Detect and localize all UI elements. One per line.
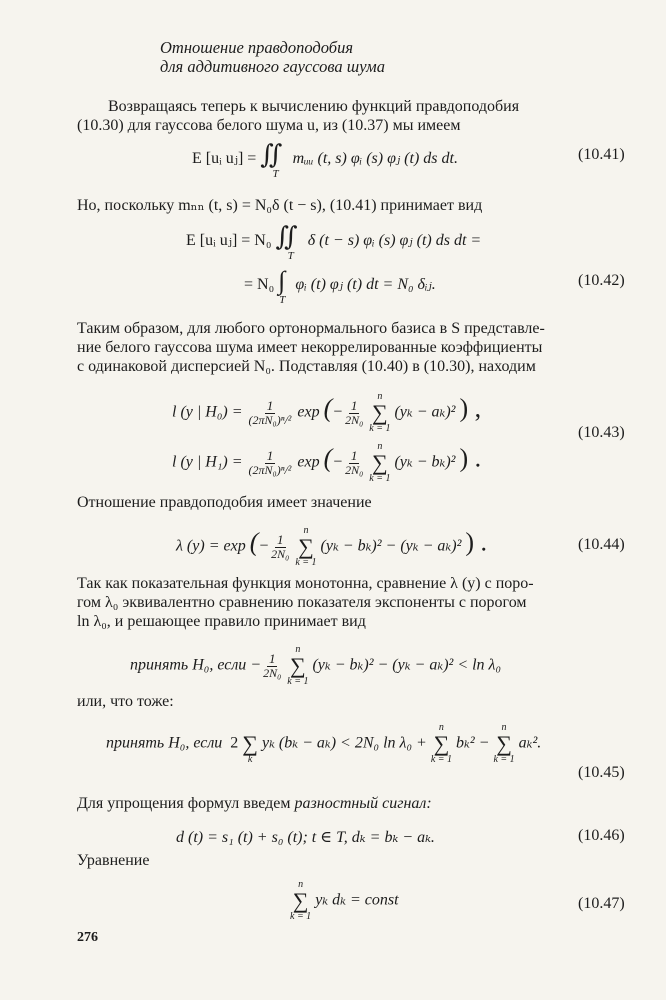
paragraph-line: (10.30) для гауссова белого шума u, из (10.37) мы имеем bbox=[77, 117, 461, 134]
fraction-num: 1 bbox=[266, 398, 274, 414]
eq-lhs: E [uᵢ uⱼ] = bbox=[192, 150, 257, 167]
sigma-icon: ∑ bbox=[242, 731, 258, 756]
sigma-icon: ∑ bbox=[290, 653, 306, 678]
fraction-num: 1 bbox=[268, 651, 276, 667]
sum-lower: k = 1 bbox=[369, 473, 391, 484]
left-paren: ( bbox=[249, 527, 259, 557]
integral-domain: T bbox=[272, 168, 279, 180]
sigma-icon: ∑ bbox=[298, 534, 314, 559]
eq-tail: ) . bbox=[459, 443, 482, 473]
eq-rhs: δ (t − s) φᵢ (s) φⱼ (t) ds dt = bbox=[307, 232, 482, 249]
paragraph-line bbox=[77, 795, 432, 813]
sum-upper: n bbox=[377, 441, 383, 452]
sum-lower: k = 1 bbox=[287, 676, 309, 687]
sum-lower: k = 1 bbox=[295, 557, 317, 568]
summation bbox=[369, 392, 390, 434]
equation-10-42a bbox=[186, 222, 482, 262]
rule-prefix: принять H₀, если bbox=[106, 734, 223, 752]
equation-10-43b: l (y | H₁) = $\frac{1}{\text{(2πN₀)ⁿ/²}}$ exp (− $\frac{1}{\text{2N₀}}$ n ∑ k = 1 (yₖ − bₖ)² ) . bbox=[172, 441, 482, 484]
sum-lower: k = 1 bbox=[369, 423, 391, 434]
fraction-num: 1 bbox=[350, 448, 358, 464]
summation bbox=[493, 723, 514, 765]
fraction bbox=[343, 399, 365, 426]
equation-10-42b bbox=[244, 266, 436, 306]
rule-body: (yₖ − bₖ)² − (yₖ − aₖ)² < ln λ₀ bbox=[312, 656, 502, 674]
sum-upper: n bbox=[377, 391, 383, 402]
sigma-icon: ∑ bbox=[433, 731, 450, 756]
summation bbox=[287, 645, 308, 687]
exp-label: exp bbox=[297, 453, 320, 471]
sum-upper: n bbox=[295, 644, 301, 655]
left-paren: ( bbox=[323, 393, 333, 423]
paragraph-line: гом λ₀ эквивалентно сравнению показателя экспоненты с порогом bbox=[77, 594, 527, 611]
eq-tail: ) . bbox=[465, 527, 488, 557]
sigma-icon: ∑ bbox=[292, 888, 309, 913]
fraction-den: (2πN₀)ⁿ/² bbox=[248, 413, 292, 428]
equation-number: (10.45) bbox=[578, 764, 625, 781]
summation bbox=[295, 526, 316, 568]
equation-number: (10.43) bbox=[578, 424, 625, 441]
eq-lhs: = N₀ bbox=[244, 276, 275, 293]
summation bbox=[242, 723, 258, 765]
sigma-icon: ∑ bbox=[496, 731, 512, 756]
equation-number: (10.44) bbox=[578, 536, 625, 553]
term-italic: разностный сигнал: bbox=[294, 795, 432, 812]
paragraph-line: Отношение правдоподобия имеет значение bbox=[77, 494, 372, 511]
exp-label: exp bbox=[297, 403, 320, 421]
integral-domain: T bbox=[287, 250, 294, 262]
paragraph-line: Уравнение bbox=[77, 852, 150, 869]
sum-upper: n bbox=[438, 722, 444, 733]
summation bbox=[369, 442, 390, 484]
sum-lower: k = 1 bbox=[493, 754, 515, 765]
fraction-den: 2N₀ bbox=[345, 463, 364, 478]
equation-number: (10.47) bbox=[578, 895, 625, 912]
fraction-den: 2N₀ bbox=[345, 413, 364, 428]
fraction bbox=[247, 449, 294, 476]
double-integral-icon: ∬ bbox=[275, 222, 298, 251]
eq-body: (yₖ − aₖ)² bbox=[394, 403, 456, 421]
rule-part: yₖ (bₖ − aₖ) < 2N₀ ln λ₀ + bbox=[261, 734, 427, 752]
equation-10-41 bbox=[192, 140, 458, 180]
fraction bbox=[269, 533, 291, 560]
fraction bbox=[261, 652, 283, 679]
eq-lhs: E [uᵢ uⱼ] = N₀ bbox=[186, 232, 272, 249]
equation-10-43a: l (y | H₀) = $\frac{1}{\text{(2πN₀)ⁿ/²}}$ exp (− $\frac{1}{\text{2N₀}}$ n ∑ k = 1 (yₖ − aₖ)² ) , bbox=[172, 391, 482, 434]
fraction-den: 2N₀ bbox=[271, 547, 290, 562]
eq-lhs: λ (y) = exp bbox=[176, 537, 246, 555]
eq-tail: ) , bbox=[459, 393, 482, 423]
integral-icon: ∫ bbox=[278, 266, 286, 295]
sum-upper: n bbox=[501, 722, 507, 733]
fraction bbox=[343, 449, 365, 476]
sigma-icon: ∑ bbox=[372, 400, 388, 425]
eq-body: (yₖ − bₖ)² − (yₖ − aₖ)² bbox=[320, 537, 462, 555]
paragraph-line: Возвращаясь теперь к вычислению функций правдоподобия bbox=[108, 98, 520, 115]
integral-domain: T bbox=[279, 294, 286, 306]
paragraph-line: или, что тоже: bbox=[77, 693, 174, 710]
rule-part: aₖ². bbox=[518, 734, 542, 752]
summation bbox=[431, 723, 452, 765]
rule-prefix: принять H₀, если bbox=[130, 656, 247, 674]
eq-lhs: l (y | H₁) = bbox=[172, 453, 243, 471]
eq-rhs: mᵤᵤ (t, s) φᵢ (s) φⱼ (t) ds dt. bbox=[292, 150, 458, 167]
equation-10-47 bbox=[290, 880, 399, 922]
paragraph-line: Так как показательная функция монотонна, сравнение λ (y) с поро- bbox=[77, 575, 534, 592]
sum-lower: k = 1 bbox=[290, 911, 312, 922]
section-heading-line2: для аддитивного гауссова шума bbox=[160, 57, 385, 76]
fraction bbox=[247, 399, 294, 426]
rule-part: bₖ² − bbox=[456, 734, 490, 752]
paragraph-line: Но, поскольку mₙₙ (t, s) = N₀δ (t − s), (10.41) принимает вид bbox=[77, 197, 483, 214]
decision-rule-2 bbox=[106, 723, 541, 765]
section-heading-line1: Отношение правдоподобия bbox=[160, 38, 354, 57]
paragraph-line: ln λ₀, и решающее правило принимает вид bbox=[77, 613, 366, 630]
fraction-den: 2N₀ bbox=[263, 666, 282, 681]
fraction-den: (2πN₀)ⁿ/² bbox=[248, 463, 292, 478]
equation-number: (10.42) bbox=[578, 272, 625, 289]
paragraph-line: Таким образом, для любого ортонормального базиса в S представле- bbox=[77, 320, 545, 337]
left-paren: ( bbox=[323, 443, 333, 473]
eq-body: yₖ dₖ = const bbox=[315, 891, 399, 909]
paragraph-text: Для упрощения формул введем bbox=[77, 795, 291, 812]
double-integral-icon: ∬ bbox=[260, 140, 283, 169]
rule-factor: 2 bbox=[230, 734, 239, 752]
eq-body: (yₖ − bₖ)² bbox=[394, 453, 456, 471]
page-number: 276 bbox=[77, 930, 98, 945]
decision-rule-1: принять H₀, если − $\frac{1}{\text{2N₀}}$ n ∑ k = 1 (yₖ − bₖ)² − (yₖ − aₖ)² < ln λ₀ bbox=[130, 644, 502, 687]
paragraph-line: с одинаковой дисперсией N₀. Подставляя (10.40) в (10.30), находим bbox=[77, 358, 536, 375]
eq-lhs: l (y | H₀) = bbox=[172, 403, 243, 421]
sum-lower: k = 1 bbox=[430, 754, 452, 765]
sigma-icon: ∑ bbox=[372, 450, 388, 475]
fraction-num: 1 bbox=[350, 398, 358, 414]
eq-rhs: φᵢ (t) φⱼ (t) dt = N₀ δᵢⱼ. bbox=[295, 276, 436, 293]
paragraph-line: ние белого гауссова шума имеет некоррелированные коэффициенты bbox=[77, 339, 543, 356]
equation-10-46: d (t) = s₁ (t) + s₀ (t); t ∈ T, dₖ = bₖ − aₖ. bbox=[176, 829, 435, 846]
equation-10-44: λ (y) = exp (− $\frac{1}{\text{2N₀}}$ n ∑ k = 1 (yₖ − bₖ)² − (yₖ − aₖ)² ) . bbox=[176, 525, 488, 568]
sum-lower: k bbox=[247, 754, 253, 765]
summation bbox=[290, 880, 311, 922]
sum-upper: n bbox=[298, 879, 304, 890]
sum-upper: n bbox=[303, 525, 309, 536]
equation-number: (10.41) bbox=[578, 146, 625, 163]
equation-number: (10.46) bbox=[578, 827, 625, 844]
fraction-num: 1 bbox=[277, 532, 284, 548]
fraction-num: 1 bbox=[266, 448, 274, 464]
